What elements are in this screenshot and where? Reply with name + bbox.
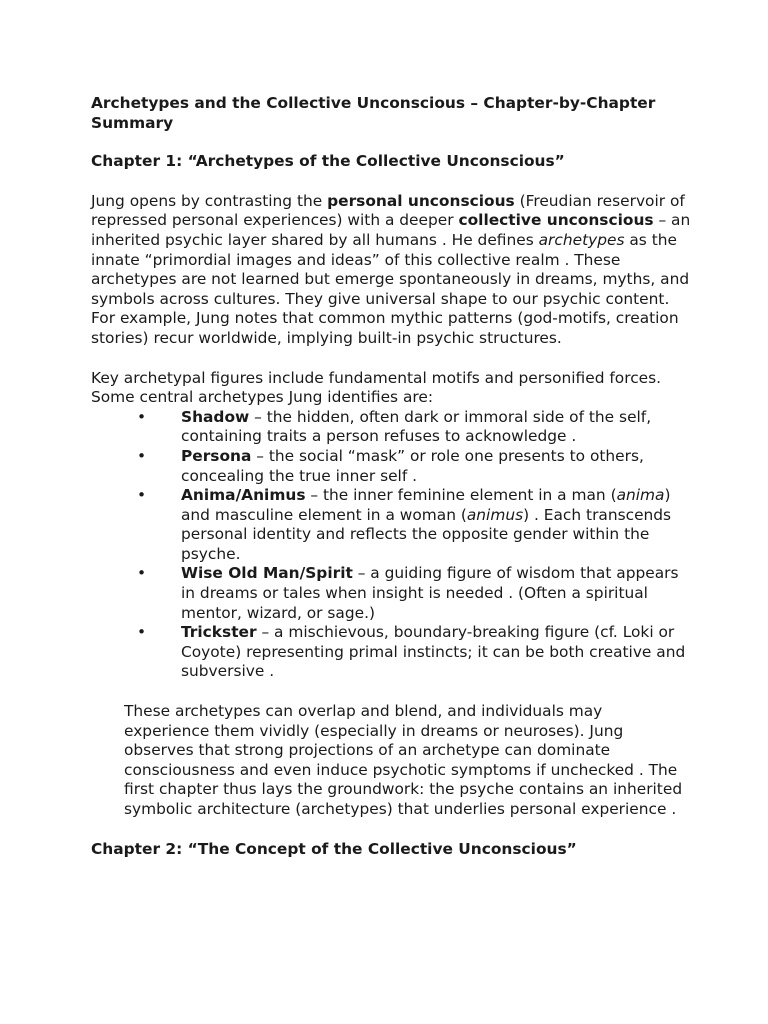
term-shadow: Shadow (181, 407, 250, 426)
paragraph-conclusion: These archetypes can overlap and blend, and individuals may experience them vividly (especially in dreams or neuroses). Jung observes that strong projections of an archetype can dominate consciousness and even induce psychotic symptoms if unchecked . The first chapter thus lays the groundwork: the psyche contains an inherited symbolic architecture (archetypes) that underlies personal experience . (124, 702, 683, 818)
term-persona: Persona (181, 446, 252, 465)
list-item-anima-animus: • Anima/Animus – the inner feminine element in a man (anima) and masculine element in a woman (animus) . Each transcends personal identity and reflects the opposite gender within the psyche. (137, 486, 672, 563)
document-body (91, 94, 691, 859)
term-trickster: Trickster (181, 623, 257, 642)
bullet-icon: • (137, 564, 147, 583)
bullet-icon: • (137, 446, 147, 465)
bullet-icon: • (137, 407, 147, 426)
paragraph-intro: Jung opens by contrasting the personal unconscious (Freudian reservoir of repressed personal experiences) with a deeper collective unconscious – an inherited psychic layer shared by all humans . He defines archetypes as the innate “primordial images and ideas” of this collective realm . These archetypes are not learned but emerge spontaneously in dreams, myths, and symbols across cultures. They give universal shape to our psychic content. For example, Jung notes that common mythic patterns (god-motifs, creation stories) recur worldwide, implying built-in psychic structures. (91, 191, 691, 347)
bullet-icon: • (137, 623, 147, 642)
list-item-wise-old-man: • Wise Old Man/Spirit – a guiding figure of wisdom that appears in dreams or tales when insight is needed . (Often a spiritual mentor, wizard, or sage.) (137, 564, 679, 622)
chapter-1-heading: Chapter 1: “Archetypes of the Collective Unconscious” (91, 152, 565, 171)
term-anima-animus: Anima/Animus (181, 486, 306, 505)
term-wise-old-man: Wise Old Man/Spirit (181, 564, 353, 583)
bullet-icon: • (137, 486, 147, 505)
list-item-trickster: • Trickster – a mischievous, boundary-breaking figure (cf. Loki or Coyote) representing primal instincts; it can be both creative and subversive . (137, 623, 686, 681)
list-item-persona: • Persona – the social “mask” or role one presents to others, concealing the true inner self . (137, 446, 644, 485)
paragraph-key-figures: Key archetypal figures include fundamental motifs and personified forces. Some central archetypes Jung identifies are: (91, 368, 662, 407)
list-item-shadow: • Shadow – the hidden, often dark or immoral side of the self, containing traits a person refuses to acknowledge . (137, 407, 652, 446)
archetype-list (91, 408, 691, 682)
chapter-2-heading: Chapter 2: “The Concept of the Collective Unconscious” (91, 839, 577, 858)
document-title: Archetypes and the Collective Unconscious – Chapter-by-Chapter Summary (91, 94, 656, 132)
